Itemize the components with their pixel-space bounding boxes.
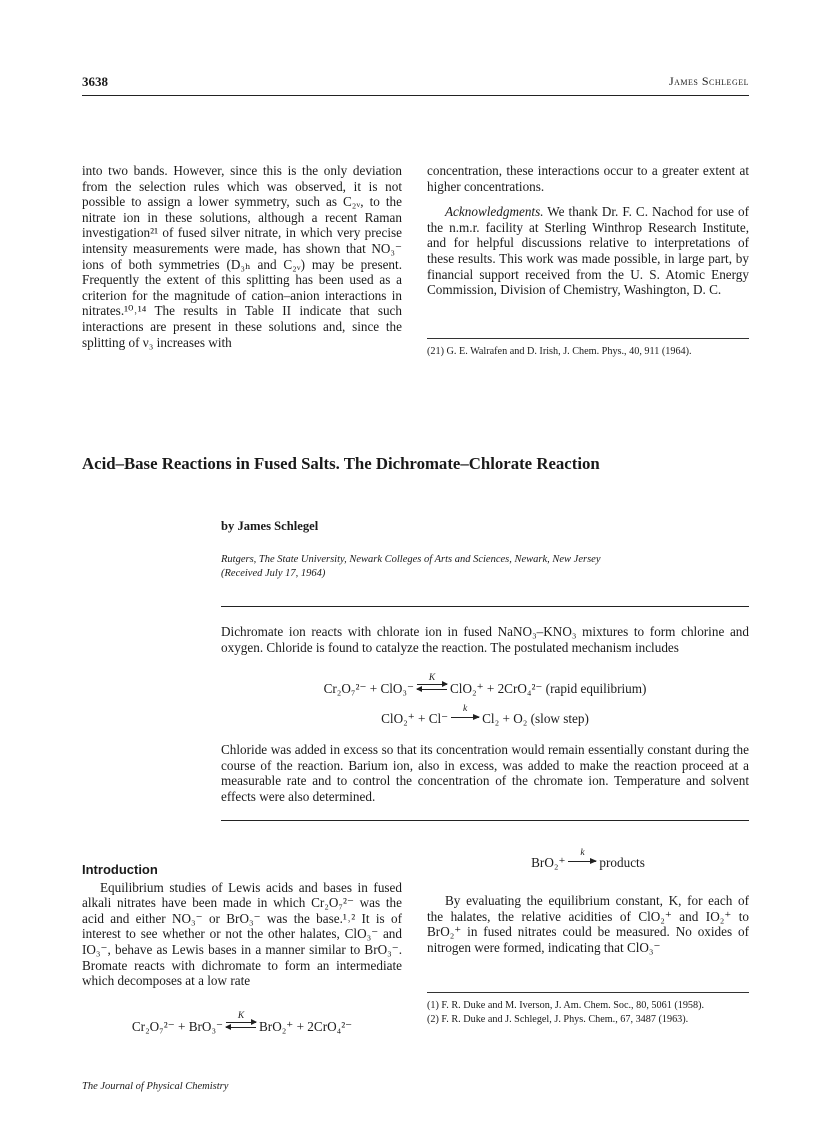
equation-4-constant: k xyxy=(580,848,585,858)
equation-4-left: BrO₂⁺ xyxy=(531,855,566,870)
reaction-arrow-icon xyxy=(568,848,596,867)
running-head: James Schlegel xyxy=(668,74,749,88)
footnote-1: (1) F. R. Duke and M. Iverson, J. Am. Chem. Soc., 80, 5061 (1958). xyxy=(427,1000,705,1011)
introduction-right-column xyxy=(427,893,749,955)
introduction-right-paragraph: By evaluating the equilibrium constant, K, for each of the halates, the relative acidities of ClO₂⁺ and IO₂⁺ to BrO₂⁺ in fused nitrates could be measured. No oxides of nitrogen were formed, indicating that ClO₃⁻ xyxy=(427,893,749,955)
abstract-part-1 xyxy=(221,624,749,655)
equation-3-right: BrO₂⁺ + 2CrO₄²⁻ xyxy=(259,1019,353,1034)
acknowledgments-text: We thank Dr. F. C. Nachod for use of the n.m.r. facility at Sterling Winthrop Research Institute, and for helpful discussions relative to interpretations of these results. This work was made possible, in large part, by financial support received from the U. S. Atomic Energy Commission, Division of Chemistry, Washington, D. C. xyxy=(427,204,749,298)
equilibrium-arrow-icon xyxy=(226,1011,256,1032)
equation-3-constant: K xyxy=(237,1011,245,1021)
equation-4 xyxy=(427,848,749,871)
abstract-text-1: Dichromate ion reacts with chlorate ion in fused NaNO₃–KNO₃ mixtures to form chlorine and oxygen. Chloride is found to catalyze the reaction. The postulated mechanism includes xyxy=(221,624,749,655)
footnote-rule xyxy=(427,338,749,339)
received-date: (Received July 17, 1964) xyxy=(221,567,326,579)
footnote-2: (2) F. R. Duke and J. Schlegel, J. Phys. Chem., 67, 3487 (1963). xyxy=(427,1014,689,1025)
introduction-paragraph: Equilibrium studies of Lewis acids and bases in fused alkali nitrates have been made in which Cr₂O₇²⁻ was the acid and either NO₃⁻ or BrO₃⁻ was the base.¹˒² It is of interest to see whether or not the other halates, ClO₃⁻ and IO₃⁻, behave as Lewis bases in a manner similar to BrO₃⁻. Bromate reacts with dichromate to form an intermediate which decomposes at a low rate xyxy=(82,879,402,989)
footnote-rule-2 xyxy=(427,992,749,993)
prev-article-left-column xyxy=(82,163,402,350)
page-number: 3638 xyxy=(82,74,108,89)
footnote-21: (21) G. E. Walrafen and D. Irish, J. Chem. Phys., 40, 911 (1964). xyxy=(427,346,692,357)
prev-article-paragraph: into two bands. However, since this is the only deviation from the selection rules which was observed, it is not possible to assign a lower symmetry, such as C₂ᵥ, to the nitrate ion in these solutions, although a recent Raman investigation²¹ of fused silver nitrate, in which very precise intensity measurements were made, has shown that NO₃⁻ ions of both symmetries (D₃ₕ and C₂ᵥ) may be present. Frequently the extent of this splitting has been used as a criterion for the magnitude of cation–anion interactions in nitrates.¹⁰˒¹⁴ The results in Table II indicate that such interactions are present in these solutions and, since the splitting of ν₃ increases with xyxy=(82,163,402,350)
header-rule xyxy=(82,95,749,96)
abstract-rule-bottom xyxy=(221,820,749,821)
acknowledgments xyxy=(427,204,749,298)
affiliation-block xyxy=(221,553,601,580)
equation-1-left: Cr₂O₇²⁻ + ClO₃⁻ xyxy=(323,681,414,696)
prev-article-continuation: concentration, these interactions occur to a greater extent at higher concentrations. xyxy=(427,163,749,194)
prev-article-right-column xyxy=(427,163,749,298)
introduction-column xyxy=(82,862,402,989)
article-title: Acid–Base Reactions in Fused Salts. The Dichromate–Chlorate Reaction xyxy=(82,454,600,473)
abstract-part-2 xyxy=(221,742,749,804)
equation-3 xyxy=(82,1011,402,1035)
journal-footer: The Journal of Physical Chemistry xyxy=(82,1081,229,1092)
equilibrium-arrow-icon xyxy=(417,673,447,694)
affiliation: Rutgers, The State University, Newark Colleges of Arts and Sciences, Newark, New Jersey xyxy=(221,554,601,565)
abstract-text-2: Chloride was added in excess so that its concentration would remain essentially constant during the course of the reaction. Barium ion, also in excess, was added to make the reaction proceed at a measurable rate and to control the concentration of the chromate ion. Temperature and solvent effects were also determined. xyxy=(221,742,749,804)
equation-1-right: ClO₂⁺ + 2CrO₄²⁻ (rapid equilibrium) xyxy=(450,681,647,696)
equation-2-constant: k xyxy=(463,704,468,714)
introduction-heading: Introduction xyxy=(82,862,158,877)
equation-4-right: products xyxy=(599,855,645,870)
equation-3-left: Cr₂O₇²⁻ + BrO₃⁻ xyxy=(131,1019,223,1034)
byline: by James Schlegel xyxy=(221,519,319,533)
abstract-rule-top xyxy=(221,606,749,607)
equation-2-left: ClO₂⁺ + Cl⁻ xyxy=(381,711,449,726)
equation-2-right: Cl₂ + O₂ (slow step) xyxy=(482,711,589,726)
reaction-arrow-icon xyxy=(451,704,479,723)
equation-1-constant: K xyxy=(428,673,436,683)
equation-2 xyxy=(221,704,749,727)
equation-1 xyxy=(221,673,749,697)
acknowledgments-label: Acknowledgments. xyxy=(445,204,544,220)
